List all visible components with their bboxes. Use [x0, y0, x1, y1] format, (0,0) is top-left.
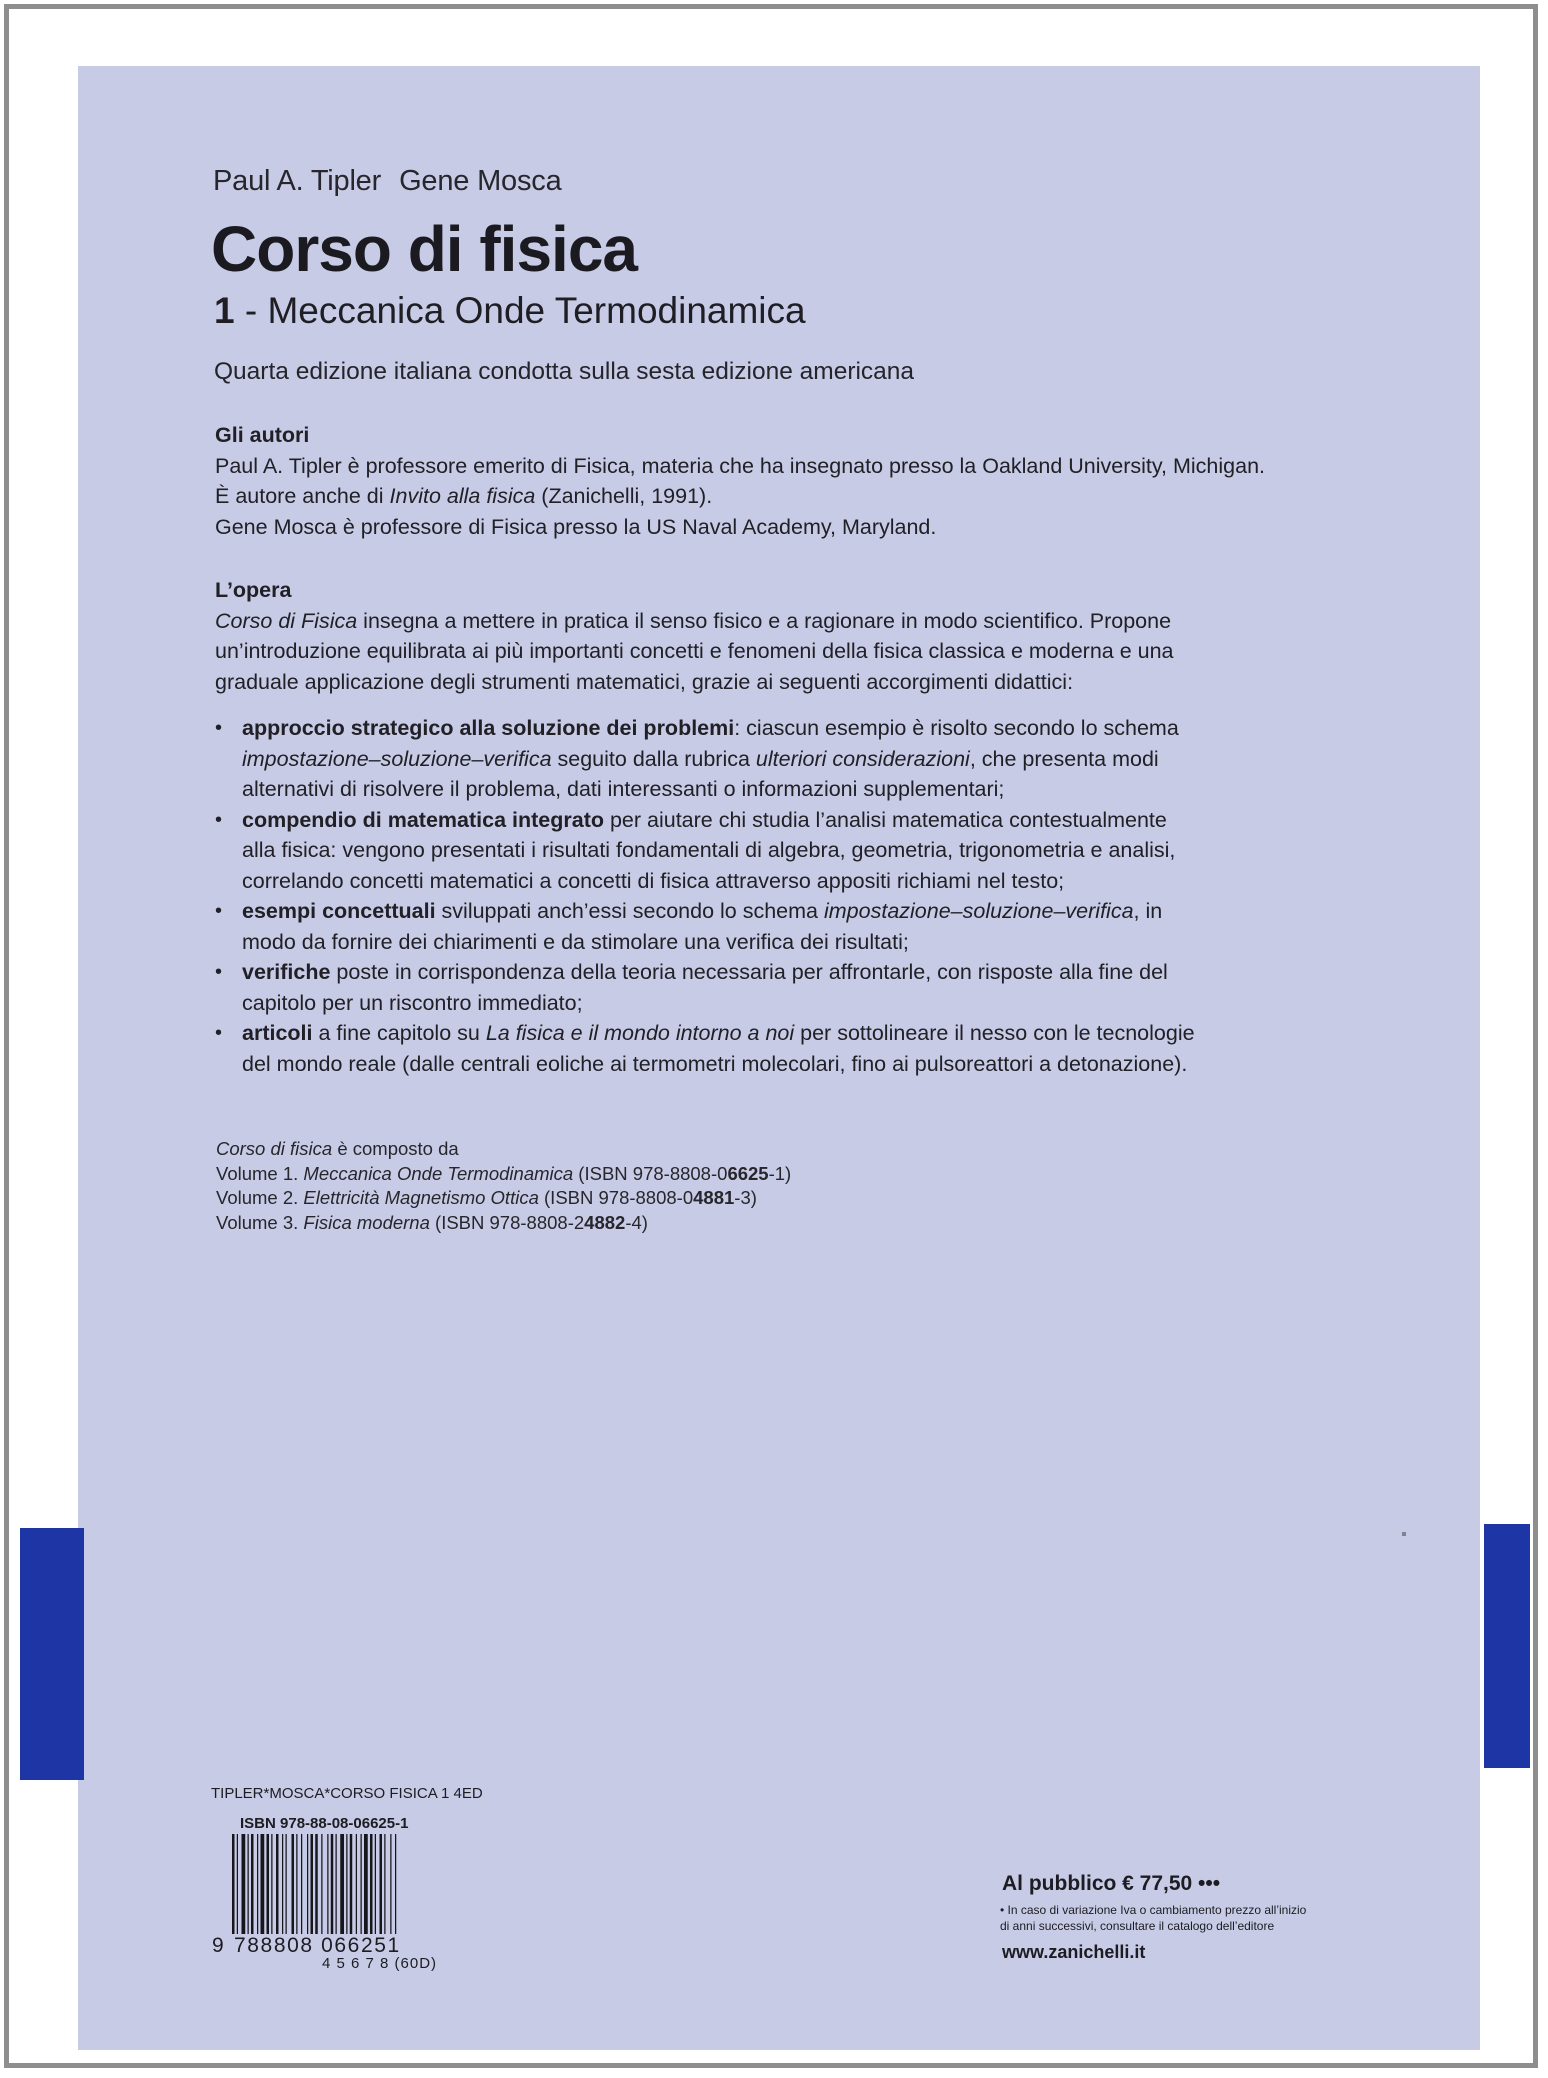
authors-line-1: Paul A. Tipler è professore emerito di Fisica, materia che ha insegnato presso la Oakland University, Michigan. [215, 453, 1266, 478]
volume-subtitle [214, 290, 806, 332]
barcode-bar [237, 1834, 238, 1934]
volume-label: Volume 1. [216, 1162, 304, 1184]
work-line-3: graduale applicazione degli strumenti matematici, grazie ai seguenti accorgimenti didattici: [215, 669, 1074, 694]
price-note-line-1: • In caso di variazione Iva o cambiamento prezzo all’inizio [1000, 1903, 1307, 1917]
feature-text: , in [1133, 899, 1163, 923]
volume-label: Volume 3. [216, 1211, 304, 1233]
left-blue-stripe [20, 1528, 84, 1780]
volume-isbn-highlight: 4881 [693, 1187, 735, 1208]
barcode-bar [311, 1834, 314, 1934]
barcode-bars [230, 1834, 440, 1937]
barcode-bar [261, 1834, 265, 1934]
barcode-bar [307, 1834, 308, 1934]
barcode-bar [395, 1834, 396, 1934]
feature-text: seguito dalla rubrica [551, 746, 756, 771]
feature-text: modo da fornire dei chiarimenti e da stimolare una verifica dei risultati; [242, 929, 909, 954]
barcode-bar [257, 1834, 258, 1934]
price-note-line-2: di anni successivi, consultare il catalogo dell’editore [1000, 1919, 1275, 1933]
feature-italic: impostazione–soluzione–verifica [242, 746, 552, 771]
feature-text: capitolo per un riscontro immediato; [242, 990, 583, 1015]
list-item [215, 957, 1195, 1018]
authors-line [213, 165, 562, 198]
barcode-bar [251, 1834, 254, 1934]
list-item [215, 896, 1195, 957]
barcode-bar [384, 1834, 385, 1934]
barcode-bar [321, 1834, 322, 1934]
list-item [215, 1018, 1195, 1079]
barcode-bar [390, 1834, 391, 1934]
barcode-bar [267, 1834, 270, 1934]
feature-text: alla fisica: vengono presentati i risultati fondamentali di algebra, geometria, trigonometria e analisi, [242, 838, 1176, 862]
barcode-bar [340, 1834, 344, 1934]
barcode-bar [331, 1834, 334, 1934]
barcode-bar [301, 1834, 302, 1934]
book-reference: Invito alla fisica [389, 484, 536, 508]
feature-text: del mondo reale (dalle centrali eoliche ai termometri molecolari, fino ai pulsoreattori a detonazione). [242, 1051, 1188, 1076]
feature-text: poste in corrispondenza della teoria necessaria per affrontarle, con risposte alla fine del [330, 960, 1168, 984]
feature-lead: approccio strategico alla soluzione dei problemi [242, 716, 735, 740]
work-section [215, 575, 1174, 697]
volume-title: Meccanica Onde Termodinamica [303, 1162, 574, 1184]
volume-isbn-highlight: 6625 [727, 1162, 769, 1184]
volume-title: Meccanica Onde Termodinamica [267, 290, 806, 331]
series-title: Corso di fisica [216, 1138, 333, 1159]
feature-text: per aiutare chi studia l’analisi matematica contestualmente [603, 807, 1167, 832]
barcode-digits: 788808 066251 [234, 1934, 401, 1957]
feature-lead: articoli [242, 1021, 313, 1045]
barcode-bar [356, 1834, 357, 1934]
barcode [208, 1834, 448, 1964]
volumes-intro-rest: è composto da [332, 1138, 459, 1159]
price-note [1000, 1902, 1380, 1934]
barcode-bar [361, 1834, 362, 1934]
internal-code: 4 5 6 7 8 (60D) [322, 1955, 438, 1972]
volume-isbn-end: -3) [734, 1187, 757, 1208]
authors-line-3: Gene Mosca è professore di Fisica presso la US Naval Academy, Maryland. [215, 514, 937, 539]
authors-line-2-post: (Zanichelli, 1991). [535, 484, 713, 508]
isbn-label: ISBN 978-88-08-06625-1 [240, 1815, 409, 1832]
volume-label: Volume 2. [216, 1187, 304, 1208]
barcode-bar [296, 1834, 297, 1934]
feature-lead: esempi concettuali [242, 899, 436, 923]
barcode-bar [380, 1834, 383, 1934]
feature-text: sviluppati anch’essi secondo lo schema [435, 899, 824, 923]
volume-isbn: (ISBN 978-8808-0 [573, 1162, 728, 1184]
feature-text: a fine capitolo su [312, 1021, 486, 1045]
barcode-bar [370, 1834, 373, 1934]
barcode-bar [292, 1834, 295, 1934]
work-heading: L’opera [215, 578, 292, 602]
volume-isbn-end: -1) [768, 1162, 792, 1184]
volume-isbn: (ISBN 978-8808-0 [538, 1187, 694, 1208]
edition-line: Quarta edizione italiana condotta sulla sesta edizione americana [214, 358, 915, 385]
publisher-website: www.zanichelli.it [1002, 1942, 1146, 1962]
barcode-bar [346, 1834, 347, 1934]
barcode-bar [276, 1834, 279, 1934]
volume-isbn: (ISBN 978-8808-2 [429, 1211, 585, 1233]
list-item [216, 1186, 791, 1211]
barcode-bar [232, 1834, 235, 1934]
volumes-list [216, 1137, 791, 1235]
price-label: Al pubblico € 77,50 ••• [1002, 1872, 1221, 1895]
authors-section [215, 420, 1265, 542]
feature-text: per sottolineare il nesso con le tecnologie [794, 1021, 1195, 1045]
list-item [215, 713, 1195, 805]
work-line-1 [215, 606, 1174, 637]
feature-italic: ulteriori considerazioni [755, 746, 970, 771]
feature-lead: compendio di matematica integrato [242, 807, 604, 832]
volume-title: Fisica moderna [303, 1211, 430, 1233]
author-mosca: Gene Mosca [399, 165, 562, 197]
feature-text: alternativi di risolvere il problema, dati interessanti o informazioni supplementari; [242, 777, 1005, 801]
volume-isbn-highlight: 4882 [584, 1211, 626, 1233]
barcode-bar [271, 1834, 272, 1934]
barcode-bar [286, 1834, 287, 1934]
volume-number: 1 [214, 290, 235, 331]
product-code: TIPLER*MOSCA*CORSO FISICA 1 4ED [211, 1785, 483, 1802]
barcode-bar [242, 1834, 246, 1934]
work-title-italic: Corso di Fisica [215, 608, 358, 633]
feature-text: : ciascun esempio è risolto secondo lo schema [734, 716, 1179, 740]
volume-separator: - [234, 290, 268, 331]
feature-italic: La fisica e il mondo intorno a noi [485, 1021, 795, 1045]
authors-line-2-pre: È autore anche di [215, 484, 390, 508]
book-title: Corso di fisica [211, 213, 637, 285]
feature-lead: verifiche [242, 960, 331, 984]
barcode-bar [282, 1834, 283, 1934]
barcode-bar [336, 1834, 337, 1934]
feature-italic: impostazione–soluzione–verifica [824, 899, 1134, 923]
author-tipler: Paul A. Tipler [213, 165, 382, 197]
volumes-intro [216, 1137, 791, 1162]
volume-title: Elettricità Magnetismo Ottica [303, 1187, 539, 1208]
barcode-bar [327, 1834, 328, 1934]
feature-text: , che presenta modi [969, 746, 1159, 771]
list-item [215, 805, 1195, 897]
barcode-bar [350, 1834, 353, 1934]
right-blue-stripe [1484, 1524, 1530, 1768]
feature-text: correlando concetti matematici a concetti di fisica attraverso appositi richiami nel testo; [242, 868, 1065, 893]
right-edge-tick [1402, 1532, 1406, 1536]
authors-line-2 [215, 481, 1265, 512]
features-list [215, 713, 1195, 1079]
list-item [216, 1162, 791, 1187]
barcode-bar [248, 1834, 249, 1934]
work-line-2: un’introduzione equilibrata ai più importanti concetti e fenomeni della fisica classica e moderna e una [215, 639, 1174, 663]
barcode-bar [375, 1834, 376, 1934]
barcode-bar [315, 1834, 318, 1934]
barcode-bar [364, 1834, 368, 1934]
list-item [216, 1211, 791, 1236]
work-line-1-rest: insegna a mettere in pratica il senso fisico e a ragionare in modo scientifico. Propone [357, 608, 1172, 633]
authors-heading: Gli autori [215, 423, 310, 447]
barcode-lead-digit: 9 [212, 1934, 224, 1957]
volume-isbn-end: -4) [625, 1211, 648, 1233]
